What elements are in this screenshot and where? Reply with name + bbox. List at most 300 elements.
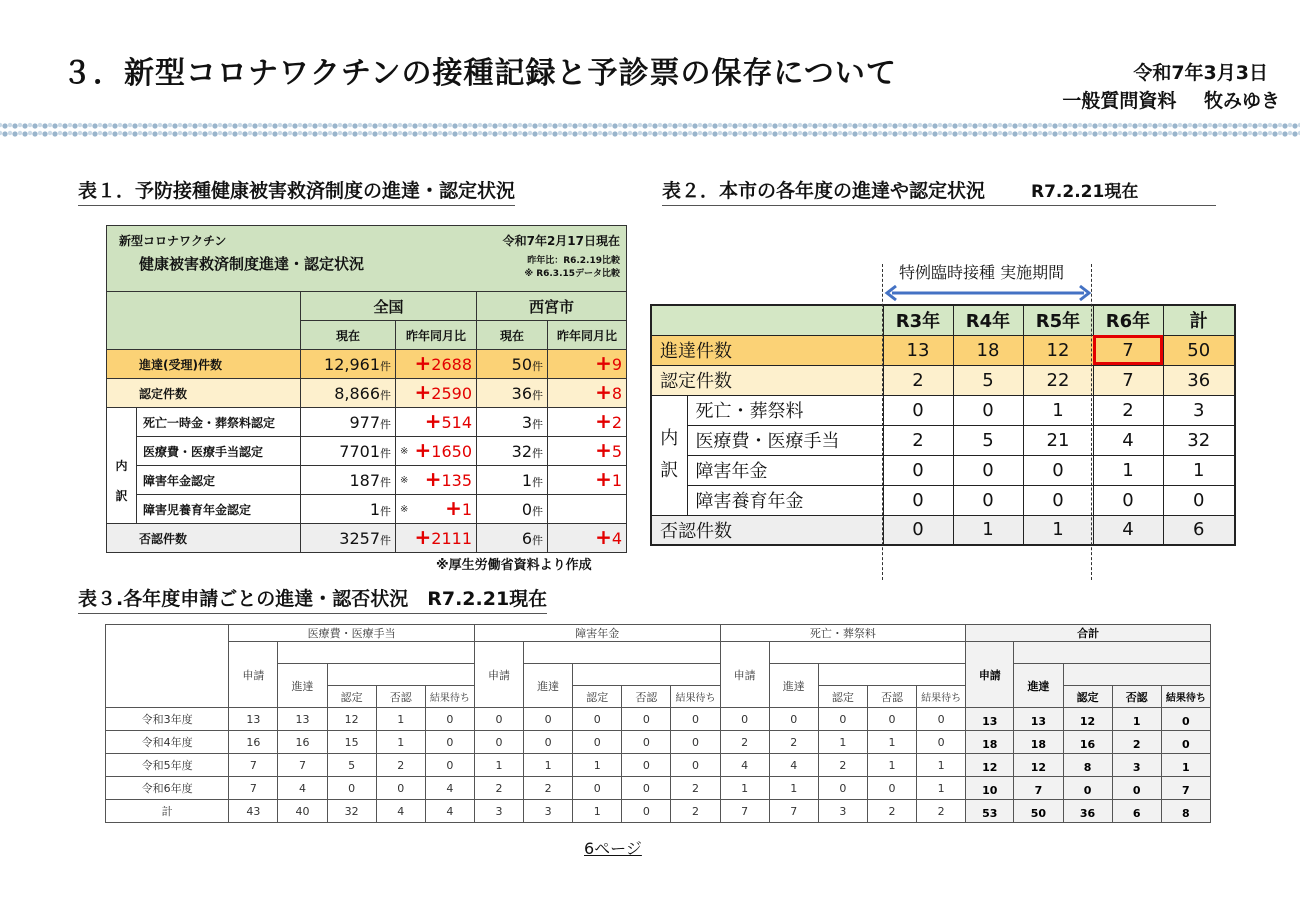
value-cell: 2 [671,777,720,800]
value-cell: 3 [474,800,523,823]
value-cell: 4 [376,800,425,823]
col-pending: 結果待ち [1161,686,1210,708]
national-yoy [396,379,477,408]
row-label: 計 [106,800,229,823]
city-yoy-value: 8 [611,383,623,403]
col-apply-label: 申請 [488,668,511,682]
col-apply [720,642,769,708]
value-cell: 1 [1023,395,1093,425]
national-current [301,495,396,524]
value-cell: 4 [425,777,474,800]
value-cell: 0 [769,708,818,731]
table1-title: 表１．予防接種健康被害救済制度の進達・認定状況 [78,176,515,206]
value-cell: 32 [327,800,376,823]
value-cell: 0 [953,485,1023,515]
row-label: 否認件数 [107,524,301,553]
table3-title: 表３.各年度申請ごとの進達・認否状況 R7.2.21現在 [78,584,547,614]
value-cell: 0 [622,800,671,823]
row-label: 医療費・医療手当 [687,425,883,455]
table1-top-header [107,226,627,292]
city-current [477,524,548,553]
value-cell: 0 [425,708,474,731]
value-cell: 0 [1023,455,1093,485]
value-cell: 36 [1163,365,1235,395]
unit: 件 [380,533,391,547]
row-label: 医療費・医療手当認定 [137,437,301,466]
city-yoy-value: 2 [611,412,623,432]
value-cell: 10 [966,777,1014,800]
national-yoy-value: 2111 [431,528,473,548]
value-cell: 43 [229,800,278,823]
row-label: 障害児養育年金認定 [137,495,301,524]
col-submit-label: 進達 [291,679,314,693]
national-yoy [396,408,477,437]
col-pending: 結果待ち [917,686,966,708]
city-current-value: 6 [521,528,533,548]
table1-group-national: 全国 [301,292,477,321]
table1-row [107,437,627,466]
row-label: 進達(受理)件数 [107,350,301,379]
value-cell: 53 [966,800,1014,823]
plus-sign: + [424,466,442,491]
result-spacer [1063,664,1211,686]
national-current-value: 3257 [339,528,380,548]
unit: 件 [532,446,544,460]
table2-row [651,515,1235,545]
col-current: 現在 [301,321,396,350]
national-yoy-value: 2688 [431,354,473,374]
national-current [301,437,396,466]
value-cell: 7 [278,754,327,777]
table1-compare-note2: ※ R6.3.15データ比較 [524,269,621,279]
value-cell: 0 [883,515,953,545]
plus-sign: + [414,350,432,375]
special-period-label: 特例臨時接種 実施期間 [899,263,1065,282]
city-current-value: 3 [521,412,533,432]
row-label: 死亡・葬祭料 [687,395,883,425]
value-cell: 1 [867,731,916,754]
value-cell: 2 [769,731,818,754]
value-cell: 2 [1093,395,1163,425]
group-spacer [1014,642,1211,664]
plus-sign: + [595,437,612,462]
value-cell: 1 [1112,708,1161,731]
table1-compare-note1: 昨年比：R6.2.19比較 [527,256,621,266]
value-cell: 1 [376,708,425,731]
value-cell: 7 [720,800,769,823]
table1-row [107,495,627,524]
value-cell: 7 [1014,777,1063,800]
group-spacer [524,642,721,664]
national-yoy-value: 514 [441,412,473,432]
relief-status-table [106,225,627,553]
col-current: 現在 [477,321,548,350]
row-label: 令和5年度 [106,754,229,777]
value-cell: 50 [1163,335,1235,365]
asterisk-mark: ※ [400,474,409,486]
value-cell: 4 [425,800,474,823]
city-yoy-value: 5 [611,441,623,461]
value-cell: 22 [1023,365,1093,395]
table3-spacer-row [106,642,1211,664]
value-cell: 18 [966,731,1014,754]
col-submit [524,664,573,708]
result-spacer [818,664,965,686]
col-approved: 認定 [327,686,376,708]
row-label: 認定件数 [651,365,883,395]
national-current [301,350,396,379]
year-header: R6年 [1093,305,1163,335]
table1-row [107,379,627,408]
col-yoy: 昨年同月比 [548,321,627,350]
table3-group-header [106,625,1211,642]
col-apply-label: 申請 [978,668,1001,682]
value-cell: 12 [966,754,1014,777]
value-cell: 2 [917,800,966,823]
row-label: 死亡一時金・葬祭料認定 [137,408,301,437]
plus-sign: + [424,408,442,433]
national-current-value: 12,961 [324,354,380,374]
value-cell: 0 [622,731,671,754]
decorative-divider [0,122,1300,138]
value-cell: 0 [671,731,720,754]
value-cell: 2 [1112,731,1161,754]
value-cell: 0 [1063,777,1112,800]
national-yoy [396,524,477,553]
table1-row [107,466,627,495]
col-denied: 否認 [1112,686,1161,708]
national-yoy-value: 1650 [431,441,473,461]
group-header: 障害年金 [474,625,720,642]
value-cell: 1 [917,777,966,800]
national-yoy [396,350,477,379]
value-cell: 2 [474,777,523,800]
national-yoy-value: 2590 [431,383,473,403]
table1-group-header [107,292,627,321]
row-label: 令和3年度 [106,708,229,731]
city-yoy [548,466,627,495]
value-cell: 21 [1023,425,1093,455]
table2-row [651,455,1235,485]
value-cell: 12 [327,708,376,731]
unit: 件 [380,446,391,460]
group-header: 合計 [966,625,1211,642]
value-cell: 1 [917,754,966,777]
value-cell: 6 [1163,515,1235,545]
value-cell: 18 [953,335,1023,365]
table3-row [106,731,1211,754]
value-cell: 4 [278,777,327,800]
value-cell: 0 [867,708,916,731]
city-yoy-value: 1 [611,470,623,490]
breakdown-label [107,408,137,524]
value-cell: 1 [573,800,622,823]
col-denied: 否認 [867,686,916,708]
value-cell: 1 [1163,455,1235,485]
city-yoy-value: 4 [611,528,623,548]
value-cell: 0 [1112,777,1161,800]
value-cell: 1 [524,754,573,777]
col-apply [229,642,278,708]
highlighted-cell: 7 [1093,335,1163,365]
value-cell: 2 [818,754,867,777]
value-cell: 1 [474,754,523,777]
unit: 件 [532,475,544,489]
row-label: 令和4年度 [106,731,229,754]
national-current-value: 187 [349,470,380,490]
value-cell: 7 [1161,777,1210,800]
value-cell: 0 [1161,731,1210,754]
value-cell: 0 [474,731,523,754]
value-cell: 0 [573,708,622,731]
col-pending: 結果待ち [425,686,474,708]
group-header: 死亡・葬祭料 [720,625,966,642]
value-cell: 0 [1161,708,1210,731]
value-cell: 0 [883,455,953,485]
value-cell: 1 [376,731,425,754]
plus-sign: + [414,437,432,462]
value-cell: 3 [1163,395,1235,425]
period-start-line [882,264,883,580]
breakdown-label-1: 内 [115,458,128,473]
value-cell: 7 [1093,365,1163,395]
value-cell: 1 [818,731,867,754]
result-spacer [327,664,474,686]
city-yoy [548,437,627,466]
unit: 件 [380,388,391,402]
plus-sign: + [595,350,612,375]
value-cell: 13 [966,708,1014,731]
national-current-value: 7701 [339,441,380,461]
table2-row [651,425,1235,455]
table1-row [107,408,627,437]
value-cell: 7 [229,754,278,777]
col-denied: 否認 [622,686,671,708]
group-spacer [278,642,475,664]
col-submit [1014,664,1063,708]
value-cell: 0 [883,395,953,425]
value-cell: 0 [917,731,966,754]
city-yoy [548,379,627,408]
table2-row [651,395,1235,425]
group-spacer [769,642,966,664]
value-cell: 7 [769,800,818,823]
table3-row [106,800,1211,823]
value-cell: 1 [1093,455,1163,485]
breakdown-label-1: 内 [660,428,679,449]
city-current [477,437,548,466]
table1-row [107,350,627,379]
value-cell: 2 [376,754,425,777]
value-cell: 18 [1014,731,1063,754]
value-cell: 13 [883,335,953,365]
value-cell: 3 [818,800,867,823]
national-current [301,466,396,495]
city-current [477,350,548,379]
value-cell: 4 [1093,425,1163,455]
unit: 件 [532,504,544,518]
value-cell: 5 [953,425,1023,455]
national-current [301,408,396,437]
application-status-table [105,624,1211,823]
year-header: 計 [1163,305,1235,335]
value-cell: 5 [953,365,1023,395]
document-author: 一般質問資料 牧みゆき [1062,90,1280,112]
row-label: 令和6年度 [106,777,229,800]
plus-sign: + [595,524,612,549]
year-header: R3年 [883,305,953,335]
breakdown-label-2: 訳 [115,488,128,503]
value-cell: 0 [376,777,425,800]
table2-row [651,365,1235,395]
value-cell: 13 [1014,708,1063,731]
value-cell: 4 [1093,515,1163,545]
value-cell: 0 [524,708,573,731]
value-cell: 8 [1063,754,1112,777]
national-current-value: 977 [349,412,380,432]
table2-title [662,176,1216,206]
table2-corner [651,305,883,335]
value-cell: 0 [720,708,769,731]
national-yoy [396,466,477,495]
col-approved: 認定 [1063,686,1112,708]
value-cell: 2 [720,731,769,754]
value-cell: 2 [867,800,916,823]
value-cell: 12 [1063,708,1112,731]
year-header: R5年 [1023,305,1093,335]
group-header: 医療費・医療手当 [229,625,475,642]
table1-top-left-line2: 健康被害救済制度進達・認定状況 [139,255,365,273]
value-cell: 0 [573,731,622,754]
value-cell: 1 [1161,754,1210,777]
col-apply-label: 申請 [242,668,265,682]
year-header: R4年 [953,305,1023,335]
col-submit-label: 進達 [537,679,560,693]
col-pending: 結果待ち [671,686,720,708]
value-cell: 0 [818,777,867,800]
col-denied: 否認 [376,686,425,708]
city-current [477,408,548,437]
city-current [477,379,548,408]
city-yoy [548,495,627,524]
city-current [477,466,548,495]
value-cell: 0 [953,455,1023,485]
unit: 件 [532,388,544,402]
table1-top-left-line1: 新型コロナワクチン [119,234,227,248]
value-cell: 0 [622,708,671,731]
national-yoy-value: 135 [441,470,473,490]
value-cell: 0 [1093,485,1163,515]
value-cell: 6 [1112,800,1161,823]
city-current-value: 36 [511,383,533,403]
value-cell: 32 [1163,425,1235,455]
col-apply-label: 申請 [733,668,756,682]
value-cell: 2 [883,365,953,395]
row-label: 障害養育年金 [687,485,883,515]
page-title: ３．新型コロナワクチンの接種記録と予診票の保存について [62,56,897,91]
row-label: 否認件数 [651,515,883,545]
table2-header [651,305,1235,335]
value-cell: 0 [953,395,1023,425]
table2-as-of: R7.2.21現在 [1031,182,1139,202]
value-cell: 1 [1023,515,1093,545]
value-cell: 1 [769,777,818,800]
value-cell: 16 [229,731,278,754]
unit: 件 [380,417,391,431]
value-cell: 1 [953,515,1023,545]
value-cell: 0 [818,708,867,731]
row-label: 認定件数 [107,379,301,408]
value-cell: 0 [867,777,916,800]
city-current-value: 50 [511,354,533,374]
table2-row [651,485,1235,515]
table1-as-of: 令和7年2月17日現在 [502,234,621,248]
value-cell: 13 [229,708,278,731]
plus-sign: + [595,408,612,433]
city-current [477,495,548,524]
city-yearly-table [650,304,1236,546]
value-cell: 16 [278,731,327,754]
value-cell: 5 [327,754,376,777]
table3-row [106,777,1211,800]
value-cell: 50 [1014,800,1063,823]
city-current-value: 32 [511,441,533,461]
unit: 件 [380,475,391,489]
col-approved: 認定 [573,686,622,708]
unit: 件 [532,417,544,431]
col-submit-label: 進達 [782,679,805,693]
asterisk-mark: ※ [400,445,409,457]
value-cell: 2 [883,425,953,455]
asterisk-mark: ※ [400,503,409,515]
national-yoy [396,495,477,524]
table1-top-left [107,226,477,292]
value-cell: 0 [917,708,966,731]
city-current-value: 1 [521,470,533,490]
plus-sign: + [595,466,612,491]
table3-row [106,708,1211,731]
value-cell: 0 [573,777,622,800]
city-yoy-value: 9 [611,354,623,374]
national-current-value: 8,866 [334,383,380,403]
city-yoy [548,524,627,553]
breakdown-label [651,395,687,515]
value-cell: 1 [720,777,769,800]
value-cell: 40 [278,800,327,823]
value-cell: 4 [720,754,769,777]
value-cell: 3 [1112,754,1161,777]
value-cell: 0 [671,754,720,777]
col-submit [278,664,327,708]
page-number: 6ページ [584,839,642,858]
table1-corner [107,292,301,350]
period-end-line [1091,264,1092,580]
plus-sign: + [414,524,432,549]
table3-corner [106,625,229,708]
unit: 件 [532,533,544,547]
unit: 件 [380,359,391,373]
col-submit [769,664,818,708]
national-yoy [396,437,477,466]
table1-source-note: ※厚生労働省資料より作成 [436,558,592,573]
col-submit-label: 進達 [1027,679,1050,693]
value-cell: 3 [524,800,573,823]
value-cell: 16 [1063,731,1112,754]
city-current-value: 0 [521,499,533,519]
document-date: 令和7年3月3日 [1133,62,1268,84]
value-cell: 0 [622,754,671,777]
value-cell: 0 [671,708,720,731]
